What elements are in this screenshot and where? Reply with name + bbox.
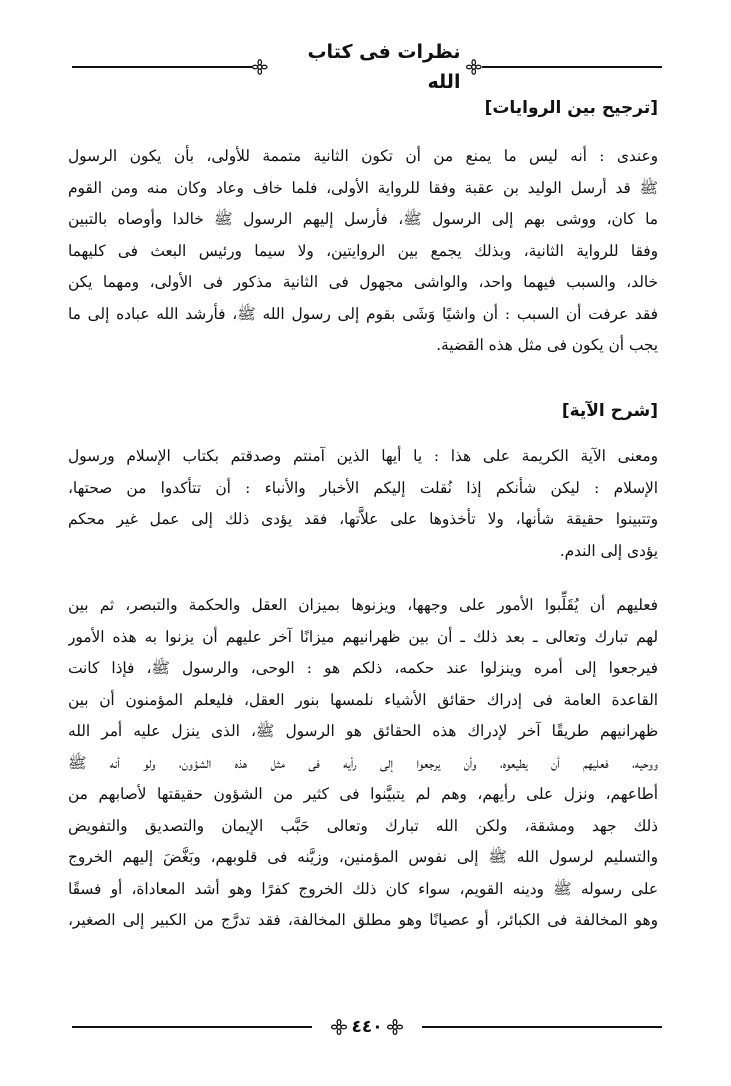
text-line: فقد عرفت أن السبب : أن واشيًا وَشَى بقوم إلى رسول الله ﷺ، فأرشد الله عباده إلى ما — [68, 304, 658, 323]
text-line: ما كان، ووشى بهم إلى الرسول ﷺ، فأرسل إليهم الرسول ﷺ خالدا وأوصاه بالتبين — [68, 210, 658, 228]
text-line: ووحيه، فعليهم أن يطيعوه، وأن يرجعوا إلى رأيه فى مثل هذه الشؤون، ولو أنه ﷺ — [68, 753, 658, 772]
footer-number-group — [312, 1014, 422, 1040]
text-line: وفقا للرواية الثانية، وبذلك يجمع بين الروايتين، ولا سيما ورئيس البعث فى كليهما — [68, 241, 658, 260]
text-line: على رسوله ﷺ ودينه القويم، سواء كان ذلك الخروج كفرًا وهو أشد المعاداة، أو فسقًا — [68, 879, 658, 898]
text-line: ومعنى الآية الكريمة على هذا : يا أيها الذين آمنتم وصدقتم بكتاب الإسلام ورسول — [68, 447, 658, 465]
header-rule-left — [72, 66, 252, 68]
text-line: يجب أن يكون فى مثل هذه القضية. — [436, 336, 658, 354]
flower-ornament-icon — [387, 1019, 403, 1035]
text-line: وهو المخالفة فى الكبائر، أو عصيانًا وهو مطلق المخالفة، فقد تدرَّج من الكبير إلى الصغير، — [68, 911, 658, 929]
text-line: أطاعهم، ونزل على رأيهم، وهم لم يتبيَّنوا فى كثير من الشؤون حقيقتها لأصابهم من — [68, 785, 658, 803]
header-rule-right — [482, 66, 662, 68]
text-line: القاعدة العامة فى إدراك حقائق الأشياء نلمسها بنور العقل، فليعلم المؤمنون أن بين — [68, 690, 658, 709]
footer-rule-left — [72, 1026, 312, 1028]
text-line: خالد، والسبب فيهما واحد، والواشى مجهول فى الثانية مذكور فى الأولى، ومهما يكن — [68, 273, 658, 291]
text-line: لهم تبارك وتعالى ـ بعد ذلك ـ أن بين ظهرانيهم ميزانًا آخر عليهم أن يزنوا به هذه الأمور — [68, 627, 658, 646]
text-line: ﷺ قد أرسل الوليد بن عقبة وفقا للرواية الأولى، فلما خاف وعاد وكان منه ومن القوم — [68, 178, 658, 197]
text-line: فيرجعوا إلى أمره وينزلوا عند حكمه، ذلكم هو : الوحى، والرسول ﷺ، فإذا كانت — [68, 659, 658, 677]
text-line: والتسليم لرسول الله ﷺ إلى نفوس المؤمنين، وزيَّنه فى قلوبهم، وبَغَّضَ إليهم الخروج — [68, 848, 658, 866]
section-heading: [ترجيح بين الروايات] — [484, 98, 658, 118]
flower-ornament-icon — [466, 59, 482, 75]
flower-ornament-icon — [252, 59, 268, 75]
text-line: وتتبينوا حقيقة شأنها، ولا تأخذوها على علاَّتها، فقد يؤدى ذلك إلى عمل غير محكم — [68, 510, 658, 528]
paragraph-narrations — [68, 141, 658, 362]
text-line: يؤدى إلى الندم. — [559, 541, 658, 560]
header-title-group — [252, 41, 482, 93]
text-line: فعليهم أن يُقَلِّبوا الأمور على وجهها، ويزنوها بميزان العقل والحكمة والتبصر، ثم بين — [68, 596, 658, 614]
page-number: ٤٤٠ — [351, 1017, 383, 1037]
text-line: الإسلام : ليكن شأنكم إذا نُقلت إليكم الأخبار والأنباء : أن تتأكدوا من صحتها، — [68, 478, 658, 497]
running-title: نظرات فى كتاب الله — [307, 41, 461, 93]
text-line: ذلك جهد ومشقة، ولكن الله تبارك وتعالى حَبَّب الإيمان والتصديق والتفويض — [68, 816, 658, 835]
page-header — [72, 41, 662, 93]
page-footer — [72, 1014, 662, 1040]
text-line: ظهرانيهم طريقًا آخر لإدراك هذه الحقائق هو الرسول ﷺ، الذى ينزل عليه أمر الله — [68, 722, 658, 740]
section-heading: [شرح الآية] — [561, 401, 658, 421]
text-line: وعندى : أنه ليس ما يمنع من أن تكون الثانية متممة للأولى، بأن يكون الرسول — [68, 147, 658, 165]
paragraph-weighing-matters — [68, 590, 658, 937]
flower-ornament-icon — [331, 1019, 347, 1035]
paragraph-verse-explanation — [68, 441, 658, 567]
footer-rule-right — [422, 1026, 662, 1028]
